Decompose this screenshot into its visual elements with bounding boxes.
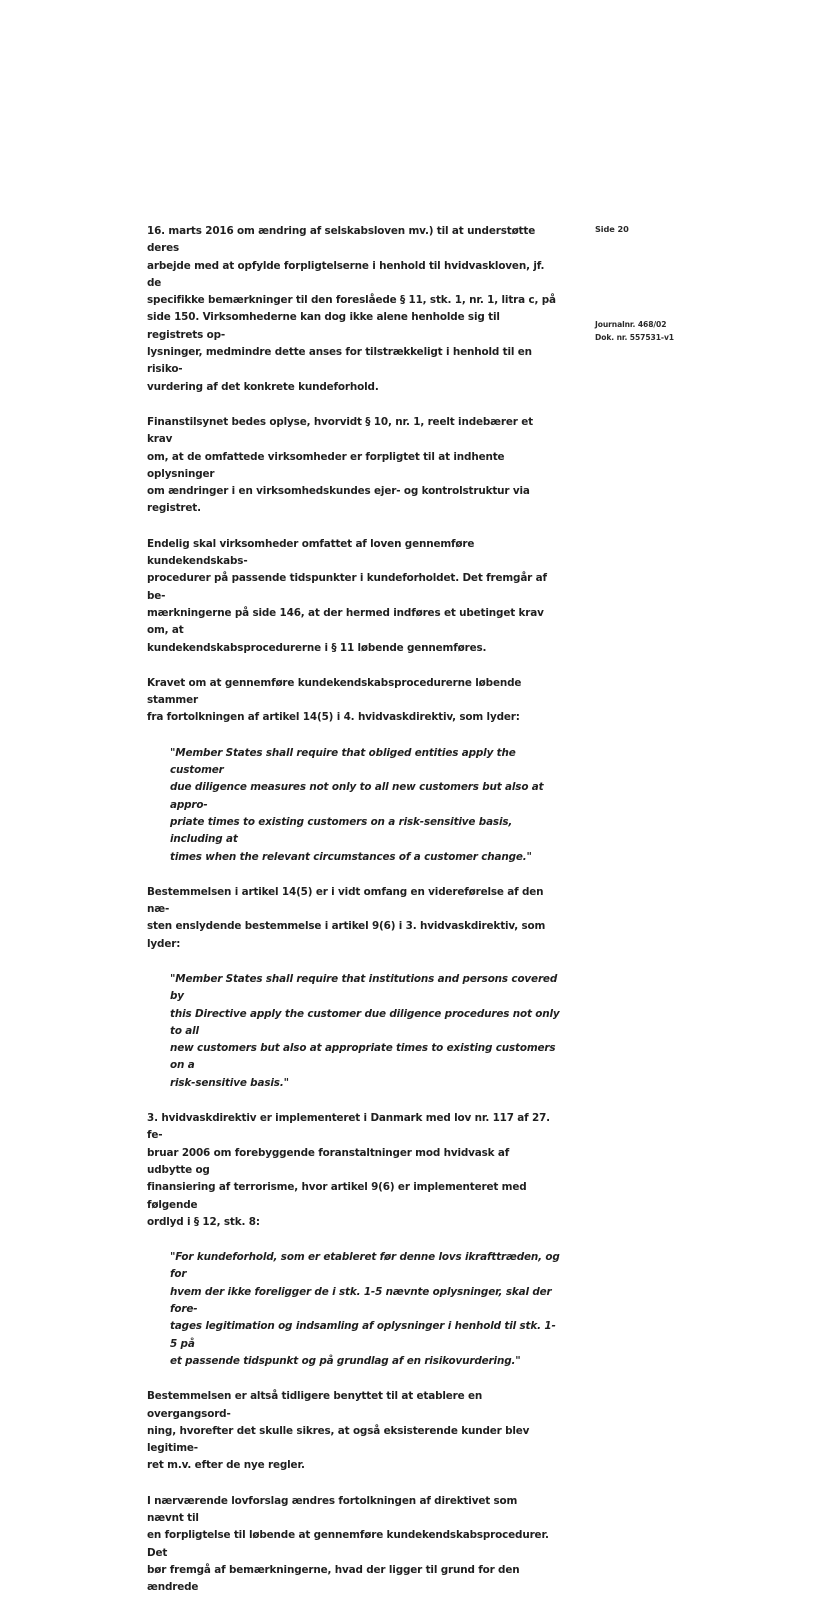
document-body: [147, 223, 560, 1614]
paragraph: 16. marts 2016 om ændring af selskabsloven mv.) til at understøtte deres arbejde med at opfylde forpligtelserne i henhold til hvidvaskloven, jf. de specifikke bemærkninger til den foreslåede § 11, stk. 1, nr. 1, litra c, på side 150. Virksomhederne kan dog ikke alene henholde sig til registrets op- lysninger, medmindre dette anses for tilstrækkeligt i henhold til en risiko- vurdering af det konkrete kundeforhold.: [147, 225, 556, 393]
paragraph: Kravet om at gennemføre kundekendskabsprocedurerne løbende stammer fra fortolkningen af artikel 14(5) i 4. hvidvaskdirektiv, som lyder:: [147, 676, 522, 724]
paragraph: Endelig skal virksomheder omfattet af loven gennemføre kundekendskabs- procedurer på passende tidspunkter i kundeforholdet. Det fremgår af be- mærkningerne på side 146, at der hermed indføres et ubetinget krav om, at kundekendskabsprocedurerne i § 11 løbende gennemføres.: [147, 537, 547, 654]
document-number: Dok. nr. 557531-v1: [595, 333, 674, 342]
block-quote: "Member States shall require that institutions and persons covered by this Directive apply the customer due diligence procedures not only to all new customers but also at appropriate times to existing customers on a risk-sensitive basis.": [170, 972, 560, 1089]
block-quote: "Member States shall require that obliged entities apply the customer due diligence measures not only to all new customers but also at appro- priate times to existing customers on a risk-sensitive basis, including at times when the relevant circumstances of a customer change.": [170, 746, 544, 863]
paragraph: Bestemmelsen i artikel 14(5) er i vidt omfang en videreførelse af den næ- sten enslydende bestemmelse i artikel 9(6) i 3. hvidvaskdirektiv, som lyder:: [147, 885, 546, 950]
page-number: Side 20: [595, 224, 629, 234]
journal-reference: [595, 318, 674, 344]
paragraph: Finanstilsynet bedes oplyse, hvorvidt § 10, nr. 1, reelt indebærer et krav om, at de omfattede virksomheder er forpligtet til at indhente oplysninger om ændringer i en virksomhedskundes ejer- og kontrolstruktur via registret.: [147, 415, 533, 515]
paragraph: I nærværende lovforslag ændres fortolkningen af direktivet som nævnt til en forpligtelse til løbende at gennemføre kundekendskabsprocedurer. Det bør fremgå af bemærkningerne, hvad der ligger til grund for den ændrede: [147, 1494, 549, 1594]
paragraph: Bestemmelsen er altså tidligere benyttet til at etablere en overgangsord- ning, hvorefter det skulle sikres, at også eksisterende kunder blev legitime- ret m.v. efter de nye regler.: [147, 1390, 530, 1472]
block-quote: "For kundeforhold, som er etableret før denne lovs ikrafttræden, og for hvem der ikke foreligger de i stk. 1-5 nævnte oplysninger, skal der fore- tages legitimation og indsamling af oplysninger i henhold til stk. 1-5 på et passende tidspunkt og på grundlag af en risikovurdering.": [170, 1251, 560, 1367]
paragraph: 3. hvidvaskdirektiv er implementeret i Danmark med lov nr. 117 af 27. fe- bruar 2006 om forebyggende foranstaltninger mod hvidvask af udbytte og finansiering af terrorisme, hvor artikel 9(6) er implementeret med følgende ordlyd i § 12, stk. 8:: [147, 1112, 550, 1228]
journal-number: Journalnr. 468/02: [595, 320, 667, 329]
